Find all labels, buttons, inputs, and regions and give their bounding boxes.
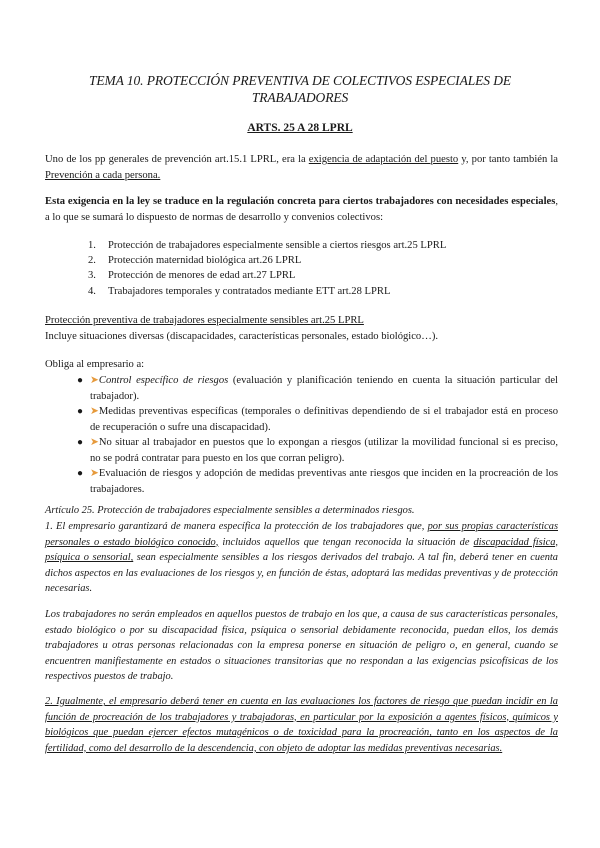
page-title: TEMA 10. PROTECCIÓN PREVENTIVA DE COLECTIVOS ESPECIALES DE TRABAJADORES [88, 73, 512, 105]
bullet-item: ● ➤Control específico de riesgos (evaluación y planificación teniendo en cuenta la situación particular del trabajador). [77, 375, 558, 402]
intro-underlined-text: exigencia de adaptación del puesto [308, 154, 459, 165]
arrow-icon: ➤ [90, 468, 99, 479]
section-line: Incluye situaciones diversas (discapacidades, características personales, estado biológico…). [45, 330, 438, 342]
list-item: 1. Protección de trabajadores especialmente sensible a ciertos riesgos art.25 LPRL [88, 240, 447, 251]
article-paragraph-1: 1. El empresario garantizará de manera específica la protección de los trabajadores que, por sus propias características personales o estado biológico conocido, incluidos aquellos que tengan reconocida la situación de discapacidad física, psíquica o sensorial, sean especialmente sensibles a los riesgos derivados del trabajo. A tal fin, deberá tener en cuenta dichos aspectos en las evaluaciones de los riesgos y, en función de éstas, adoptará las medidas preventivas y de protección necesarias. [45, 521, 559, 595]
arrow-icon: ➤ [90, 375, 99, 386]
bullet-item: ● ➤Medidas preventivas específicas (temporales o definitivas dependiendo de si el trabajador está en proceso de recuperación o sufre una discapacidad). [77, 406, 558, 433]
list-item: 4. Trabajadores temporales y contratados mediante ETT art.28 LPRL [88, 285, 391, 297]
section-intro [45, 313, 558, 344]
list-item: 3. Protección de menores de edad art.27 LPRL [88, 270, 296, 282]
obliga-label: Obliga al empresario a: [45, 359, 145, 370]
intro-bold-text: Esta exigencia en la ley se traduce en la regulación concreta para ciertos trabajadores con necesidades especiales [45, 196, 556, 207]
intro-text: Uno de los pp generales de prevención art.15.1 LPRL, era la [45, 154, 309, 165]
bullet-icon: ● [77, 437, 84, 448]
bullet-icon: ● [77, 468, 84, 479]
intro-underlined-text: Prevención a cada persona. [45, 169, 161, 181]
intro-paragraph-1 [45, 152, 558, 183]
list-item: 2. Protección maternidad biológica art.26 LPRL [88, 255, 302, 267]
arrow-icon: ➤ [90, 406, 99, 417]
section-heading: Protección preventiva de trabajadores especialmente sensibles art.25 LPRL [45, 315, 364, 326]
article-paragraph-2: Los trabajadores no serán empleados en aquellos puestos de trabajo en los que, a causa de sus características personales, estado biológico o por su discapacidad física, psíquica o sensorial debidamente reconocida, puedan ellos, los demás trabajadores u otras personas relacionadas con la empresa ponerse en situación de peligro o, en general, cuando se encuentren manifiestamente en estados o situaciones transitorias que no respondan a las exigencias psicofísicas de los respectivos puestos de trabajo. [45, 609, 558, 683]
article-paragraph-3: 2. Igualmente, el empresario deberá tener en cuenta en las evaluaciones los factores de riesgo que puedan incidir en la función de procreación de los trabajadores y trabajadoras, en particular por la exposición a agentes físicos, químicos y biológicos que puedan ejercer efectos mutagénicos o de toxicidad para la procreación, tanto en los aspectos de la fertilidad, como del desarrollo de la descendencia, con objeto de adoptar las medidas preventivas necesarias. [45, 696, 558, 754]
arrow-icon: ➤ [90, 437, 99, 448]
intro-text: y, por tanto también la [458, 154, 558, 165]
bullet-item: ● ➤Evaluación de riesgos y adopción de medidas preventivas ante riesgos que inciden en la procreación de los trabajadores. [77, 468, 558, 495]
intro-paragraph-2 [45, 194, 558, 225]
bullet-icon: ● [77, 375, 84, 386]
intro-text: , a lo que se sumará lo dispuesto de normas de desarrollo y convenios colectivos: [45, 196, 558, 223]
bullet-item: ● ➤No situar al trabajador en puestos que lo expongan a riesgos (utilizar la movilidad funcional si es preciso, no se podrá contratar para puesto en los que corran peligro). [77, 437, 558, 464]
articles-subtitle: ARTS. 25 A 28 LPRL [247, 122, 353, 134]
bullet-icon: ● [77, 406, 84, 417]
numbered-list [88, 238, 446, 299]
article-heading: Artículo 25. Protección de trabajadores especialmente sensibles a determinados riesgos. [45, 505, 415, 516]
